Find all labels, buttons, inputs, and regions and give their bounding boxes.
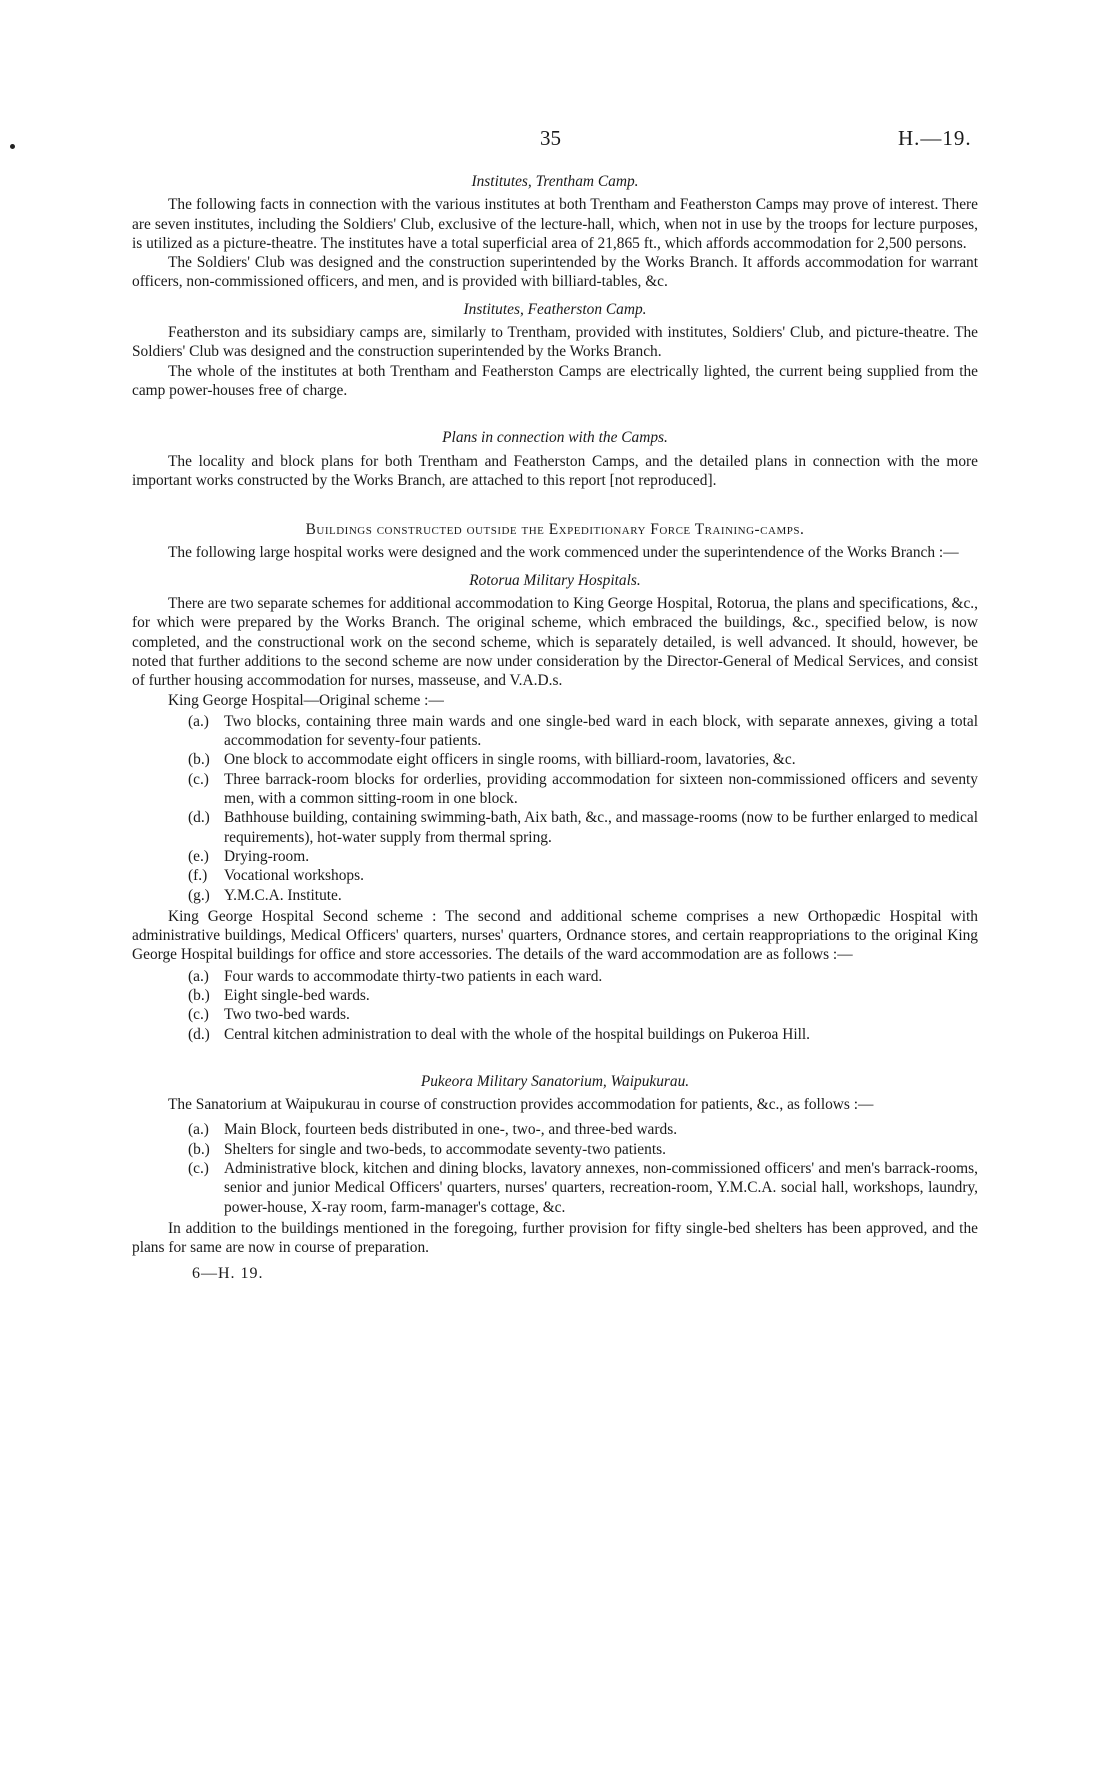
paragraph: Featherston and its subsidiary camps are, similarly to Trentham, provided with institutes, Soldiers' Club, and picture-theatre. The Soldiers' Club was designed and the construction superintended by the Works Branch.: [132, 324, 978, 361]
second-scheme-list: [132, 967, 978, 1044]
list-item-text: Four wards to accommodate thirty-two patients in each ward.: [224, 967, 603, 985]
list-marker: (a.): [188, 1121, 209, 1139]
list-marker: (b.): [188, 986, 210, 1004]
list-marker: (a.): [188, 967, 209, 985]
list-item: [188, 967, 978, 986]
list-item-text: Administrative block, kitchen and dining blocks, lavatory annexes, non-commissioned officers' and men's barrack-rooms, senior and junior Medical Officers' quarters, nurses' quarters, recreation-room, Y.M.C.A. social hall, workshops, laundry, power-house, X-ray room, farm-manager's cottage, &c.: [224, 1160, 978, 1216]
list-item-text: Three barrack-room blocks for orderlies, providing accommodation for sixteen non-commissioned officers and seventy men, with a common sitting-room in one block.: [224, 770, 978, 808]
list-item-text: Main Block, fourteen beds distributed in one-, two-, and three-bed wards.: [224, 1121, 678, 1139]
document-reference: H.—19.: [898, 126, 972, 150]
list-item-text: Drying-room.: [224, 847, 310, 865]
list-marker: (b.): [188, 1140, 210, 1158]
list-marker: (e.): [188, 847, 209, 865]
list-item: [188, 712, 978, 751]
paragraph: King George Hospital Second scheme : The second and additional scheme comprises a new Orthopædic Hospital with administrative buildings, Medical Officers' quarters, nurses' quarters, Ordnance stores, and certain reappropriations to the original King George Hospital buildings for office and store accessories. The details of the ward accommodation are as follows :—: [132, 907, 978, 964]
paragraph: The whole of the institutes at both Trentham and Featherston Camps are electrically lighted, the current being supplied from the camp power-houses free of charge.: [132, 362, 978, 399]
list-marker: (g.): [188, 886, 210, 904]
list-item-text: Vocational workshops.: [224, 867, 364, 885]
list-item-text: One block to accommodate eight officers in single rooms, with billiard-room, lavatories, &c.: [224, 751, 796, 769]
list-item-text: Eight single-bed wards.: [224, 986, 370, 1004]
sheet-signature: 6—H. 19.: [192, 1264, 264, 1282]
list-item-text: Central kitchen administration to deal with the whole of the hospital buildings on Pukeroa Hill.: [224, 1025, 811, 1043]
paragraph: The following large hospital works were designed and the work commenced under the superintendence of the Works Branch :—: [168, 544, 959, 562]
paragraph: The following facts in connection with the various institutes at both Trentham and Featherston Camps may prove of interest. There are seven institutes, including the Soldiers' Club, exclusive of the lecture-hall, which, when not in use by the troops for lecture purposes, is utilized as a picture-theatre. The institutes have a total superficial area of 21,865 ft., which affords accommodation for 2,500 persons.: [132, 196, 978, 252]
list-item: [188, 1120, 978, 1139]
list-item: [188, 750, 978, 769]
list-marker: (c.): [188, 1160, 209, 1178]
paragraph: There are two separate schemes for additional accommodation to King George Hospital, Rotorua, the plans and specifications, &c., for which were prepared by the Works Branch. The original scheme, which embraced the buildings, &c., specified below, is now completed, and the constructional work on the second scheme, which is separately detailed, is well advanced. It should, however, be noted that further additions to the second scheme are now under consideration by the Director-General of Medical Services, and consist of further housing accommodation for nurses, masseuse, and V.A.D.s.: [132, 595, 978, 690]
list-marker: (c.): [188, 1006, 209, 1024]
list-item: [188, 1159, 978, 1217]
heading-pukeora: Pukeora Military Sanatorium, Waipukurau.: [420, 1072, 690, 1090]
list-marker: (d.): [188, 1025, 210, 1043]
heading-rotorua: Rotorua Military Hospitals.: [469, 571, 641, 589]
original-scheme-list: [132, 712, 978, 905]
list-item: [188, 1005, 978, 1024]
paragraph: In addition to the buildings mentioned in the foregoing, further provision for fifty single-bed shelters has been approved, and the plans for same are now in course of preparation.: [132, 1219, 978, 1257]
list-marker: (d.): [188, 809, 210, 827]
list-item: [188, 1140, 978, 1159]
list-marker: (c.): [188, 770, 209, 788]
list-marker: (a.): [188, 712, 209, 730]
list-item: [188, 1025, 978, 1044]
paragraph: The Soldiers' Club was designed and the construction superintended by the Works Branch. It affords accommodation for warrant officers, non-commissioned officers, and men, and is provided with billiard-tables, &c.: [132, 254, 978, 291]
sanatorium-list: [132, 1120, 978, 1216]
list-item: [188, 770, 978, 809]
list-item: [188, 847, 978, 866]
paragraph: The Sanatorium at Waipukurau in course of construction provides accommodation for patients, &c., as follows :—: [168, 1096, 874, 1114]
list-item-text: Shelters for single and two-beds, to accommodate seventy-two patients.: [224, 1140, 666, 1158]
list-intro: King George Hospital—Original scheme :—: [168, 691, 444, 709]
page-body: [132, 172, 978, 1283]
list-item: [188, 866, 978, 885]
list-item: [188, 986, 978, 1005]
page-header: [0, 126, 1114, 156]
list-item-text: Bathhouse building, containing swimming-bath, Aix bath, &c., and massage-rooms (now to be further enlarged to medical requirements), hot-water supply from thermal spring.: [224, 809, 978, 846]
list-item-text: Y.M.C.A. Institute.: [224, 886, 342, 904]
heading-trentham: Institutes, Trentham Camp.: [471, 173, 639, 190]
heading-featherston: Institutes, Featherston Camp.: [463, 300, 647, 318]
paragraph: The locality and block plans for both Trentham and Featherston Camps, and the detailed plans in connection with the more important works constructed by the Works Branch, are attached to this report [not reproduced].: [132, 452, 978, 489]
list-item-text: Two blocks, containing three main wards and one single-bed ward in each block, with separate annexes, giving a total accommodation for seventy-four patients.: [224, 712, 978, 750]
list-item-text: Two two-bed wards.: [224, 1006, 350, 1024]
list-marker: (b.): [188, 751, 210, 769]
heading-plans: Plans in connection with the Camps.: [442, 429, 668, 447]
page-number: 35: [540, 126, 561, 150]
heading-buildings: Buildings constructed outside the Expeditionary Force Training-camps.: [305, 521, 805, 539]
list-item: [188, 808, 978, 847]
list-item: [188, 886, 978, 905]
list-marker: (f.): [188, 867, 208, 885]
